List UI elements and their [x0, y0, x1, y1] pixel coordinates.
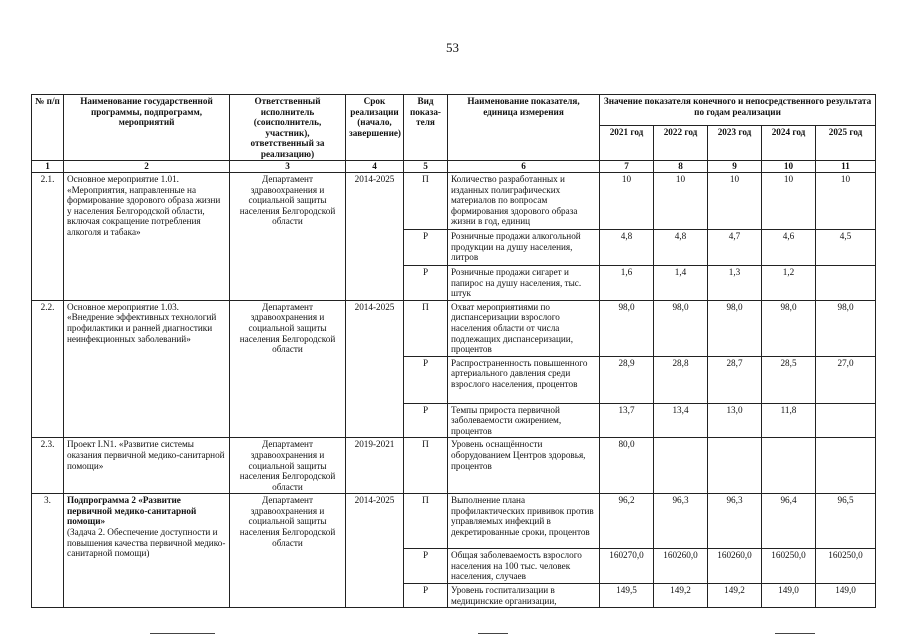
col-number: 11	[816, 161, 876, 173]
indicator-value: 13,7	[600, 403, 654, 438]
term: 2014-2025	[346, 173, 404, 301]
indicator-name: Уровень госпитализации в медицинские организации,	[448, 584, 600, 608]
indicator-kind: Р	[404, 403, 448, 438]
header-year: 2024 год	[762, 126, 816, 161]
indicator-kind: Р	[404, 549, 448, 584]
col-number: 9	[708, 161, 762, 173]
table-row	[32, 494, 876, 549]
indicator-value: 149,2	[654, 584, 708, 608]
scan-mark	[775, 633, 815, 634]
indicator-value: 1,4	[654, 266, 708, 301]
header-year: 2022 год	[654, 126, 708, 161]
header-term: Срок реализации (начало, завершение)	[346, 95, 404, 161]
col-number: 7	[600, 161, 654, 173]
table-row	[32, 173, 876, 230]
row-number: 2.2.	[32, 300, 64, 438]
header-year: 2025 год	[816, 126, 876, 161]
scan-mark	[478, 633, 508, 634]
indicator-kind: П	[404, 438, 448, 494]
indicator-value: 160260,0	[708, 549, 762, 584]
indicator-value: 10	[816, 173, 876, 230]
col-number: 3	[230, 161, 346, 173]
col-number: 8	[654, 161, 708, 173]
indicator-name: Количество разработанных и изданных полиграфических материалов по вопросам формирования здорового образа жизни в год, единиц	[448, 173, 600, 230]
indicator-value: 10	[654, 173, 708, 230]
indicator-value: 28,9	[600, 356, 654, 403]
indicator-value	[654, 438, 708, 494]
indicator-value: 98,0	[654, 300, 708, 356]
column-numbers-row	[32, 161, 876, 173]
indicator-name: Уровень оснащённости оборудованием Центров здоровья, процентов	[448, 438, 600, 494]
executor: Департамент здравоохранения и социальной защиты населения Белгородской области	[230, 300, 346, 438]
indicator-value: 149,0	[816, 584, 876, 608]
col-number: 5	[404, 161, 448, 173]
program-description: Основное мероприятие 1.03. «Внедрение эффективных технологий профилактики и ранней диагностики неинфекционных заболеваний»	[67, 301, 217, 344]
indicator-value: 4,8	[600, 230, 654, 266]
row-number: 2.3.	[32, 438, 64, 494]
program-name	[64, 173, 230, 301]
indicator-kind: П	[404, 173, 448, 230]
indicators-table	[31, 94, 876, 608]
indicator-kind: Р	[404, 230, 448, 266]
indicator-value: 98,0	[762, 300, 816, 356]
header-year: 2023 год	[708, 126, 762, 161]
indicator-value: 98,0	[816, 300, 876, 356]
indicator-value: 1,2	[762, 266, 816, 301]
scan-mark	[150, 633, 215, 634]
indicator-value: 10	[762, 173, 816, 230]
indicator-kind: П	[404, 300, 448, 356]
row-number: 2.1.	[32, 173, 64, 301]
indicator-value: 10	[708, 173, 762, 230]
indicator-value: 28,8	[654, 356, 708, 403]
executor: Департамент здравоохранения и социальной защиты населения Белгородской области	[230, 494, 346, 608]
header-indicator: Наименование показателя, единица измерения	[448, 95, 600, 161]
col-number: 4	[346, 161, 404, 173]
indicator-value	[816, 438, 876, 494]
indicator-value: 96,2	[600, 494, 654, 549]
indicator-name: Выполнение плана профилактических прививок против управляемых инфекций в декретированные сроки, процентов	[448, 494, 600, 549]
table-row	[32, 438, 876, 494]
indicator-value: 28,5	[762, 356, 816, 403]
term: 2019-2021	[346, 438, 404, 494]
indicator-value: 96,5	[816, 494, 876, 549]
indicator-value: 160250,0	[816, 549, 876, 584]
executor: Департамент здравоохранения и социальной защиты населения Белгородской области	[230, 173, 346, 301]
program-name	[64, 494, 230, 608]
indicator-value: 96,4	[762, 494, 816, 549]
row-number: 3.	[32, 494, 64, 608]
col-number: 1	[32, 161, 64, 173]
indicator-kind: Р	[404, 266, 448, 301]
indicator-value: 1,3	[708, 266, 762, 301]
indicator-value: 96,3	[654, 494, 708, 549]
executor: Департамент здравоохранения и социальной защиты населения Белгородской области	[230, 438, 346, 494]
indicator-value: 11,8	[762, 403, 816, 438]
indicator-value: 10	[600, 173, 654, 230]
program-name	[64, 300, 230, 438]
page-number: 53	[446, 40, 459, 55]
indicator-value	[816, 403, 876, 438]
indicator-name: Розничные продажи алкогольной продукции на душу населения, литров	[448, 230, 600, 266]
indicator-kind: П	[404, 494, 448, 549]
indicator-value: 4,5	[816, 230, 876, 266]
indicator-value: 4,8	[654, 230, 708, 266]
term: 2014-2025	[346, 300, 404, 438]
indicator-value: 98,0	[600, 300, 654, 356]
indicator-value: 4,7	[708, 230, 762, 266]
col-number: 2	[64, 161, 230, 173]
header-program: Наименование государственной программы, подпрограмм, мероприятий	[64, 95, 230, 161]
indicator-value: 96,3	[708, 494, 762, 549]
col-number: 6	[448, 161, 600, 173]
indicator-value: 160260,0	[654, 549, 708, 584]
col-number: 10	[762, 161, 816, 173]
indicator-value	[762, 438, 816, 494]
indicator-value	[816, 266, 876, 301]
indicator-value: 149,0	[762, 584, 816, 608]
indicator-value: 28,7	[708, 356, 762, 403]
indicator-name: Охват мероприятиями по диспансеризации взрослого населения области от числа подлежащих диспансеризации, процентов	[448, 300, 600, 356]
program-description: (Задача 2. Обеспечение доступности и повышения качества первичной медико-санитарной помощи)	[67, 527, 226, 559]
header-year: 2021 год	[600, 126, 654, 161]
indicator-value: 160270,0	[600, 549, 654, 584]
subprogram-title: Подпрограмма 2 «Развитие первичной медико-санитарной помощи»	[67, 495, 197, 527]
indicator-name: Распространенность повышенного артериального давления среди взрослого населения, процентов	[448, 356, 600, 403]
indicator-value: 80,0	[600, 438, 654, 494]
indicator-value: 13,4	[654, 403, 708, 438]
indicator-name: Общая заболеваемость взрослого населения на 100 тыс. человек населения, случаев	[448, 549, 600, 584]
indicator-value: 13,0	[708, 403, 762, 438]
table-row	[32, 300, 876, 356]
term: 2014-2025	[346, 494, 404, 608]
program-description: Проект I.N1. «Развитие системы оказания первичной медико-санитарной помощи»	[67, 439, 225, 471]
indicator-value: 149,2	[708, 584, 762, 608]
indicator-name: Темпы прироста первичной заболеваемости ожирением, процентов	[448, 403, 600, 438]
indicator-value: 149,5	[600, 584, 654, 608]
program-description: Основное мероприятие 1.01. «Мероприятия, направленные на формирование здорового образа жизни у населения Белгородской области, включая сокращение потребления алкоголя и табака»	[67, 174, 221, 237]
indicator-kind: Р	[404, 356, 448, 403]
indicator-value: 98,0	[708, 300, 762, 356]
indicator-value	[708, 438, 762, 494]
header-values: Значение показателя конечного и непосредственного результата по годам реализации	[600, 95, 876, 126]
header-num: № п/п	[32, 95, 64, 161]
indicator-name: Розничные продажи сигарет и папирос на душу населения, тыс. штук	[448, 266, 600, 301]
indicator-value: 27,0	[816, 356, 876, 403]
indicator-value: 160250,0	[762, 549, 816, 584]
indicator-value: 1,6	[600, 266, 654, 301]
header-kind: Вид показа-теля	[404, 95, 448, 161]
program-name	[64, 438, 230, 494]
indicator-value: 4,6	[762, 230, 816, 266]
indicator-kind: Р	[404, 584, 448, 608]
header-executor: Ответственный исполнитель (соисполнитель, участник), ответственный за реализацию)	[230, 95, 346, 161]
